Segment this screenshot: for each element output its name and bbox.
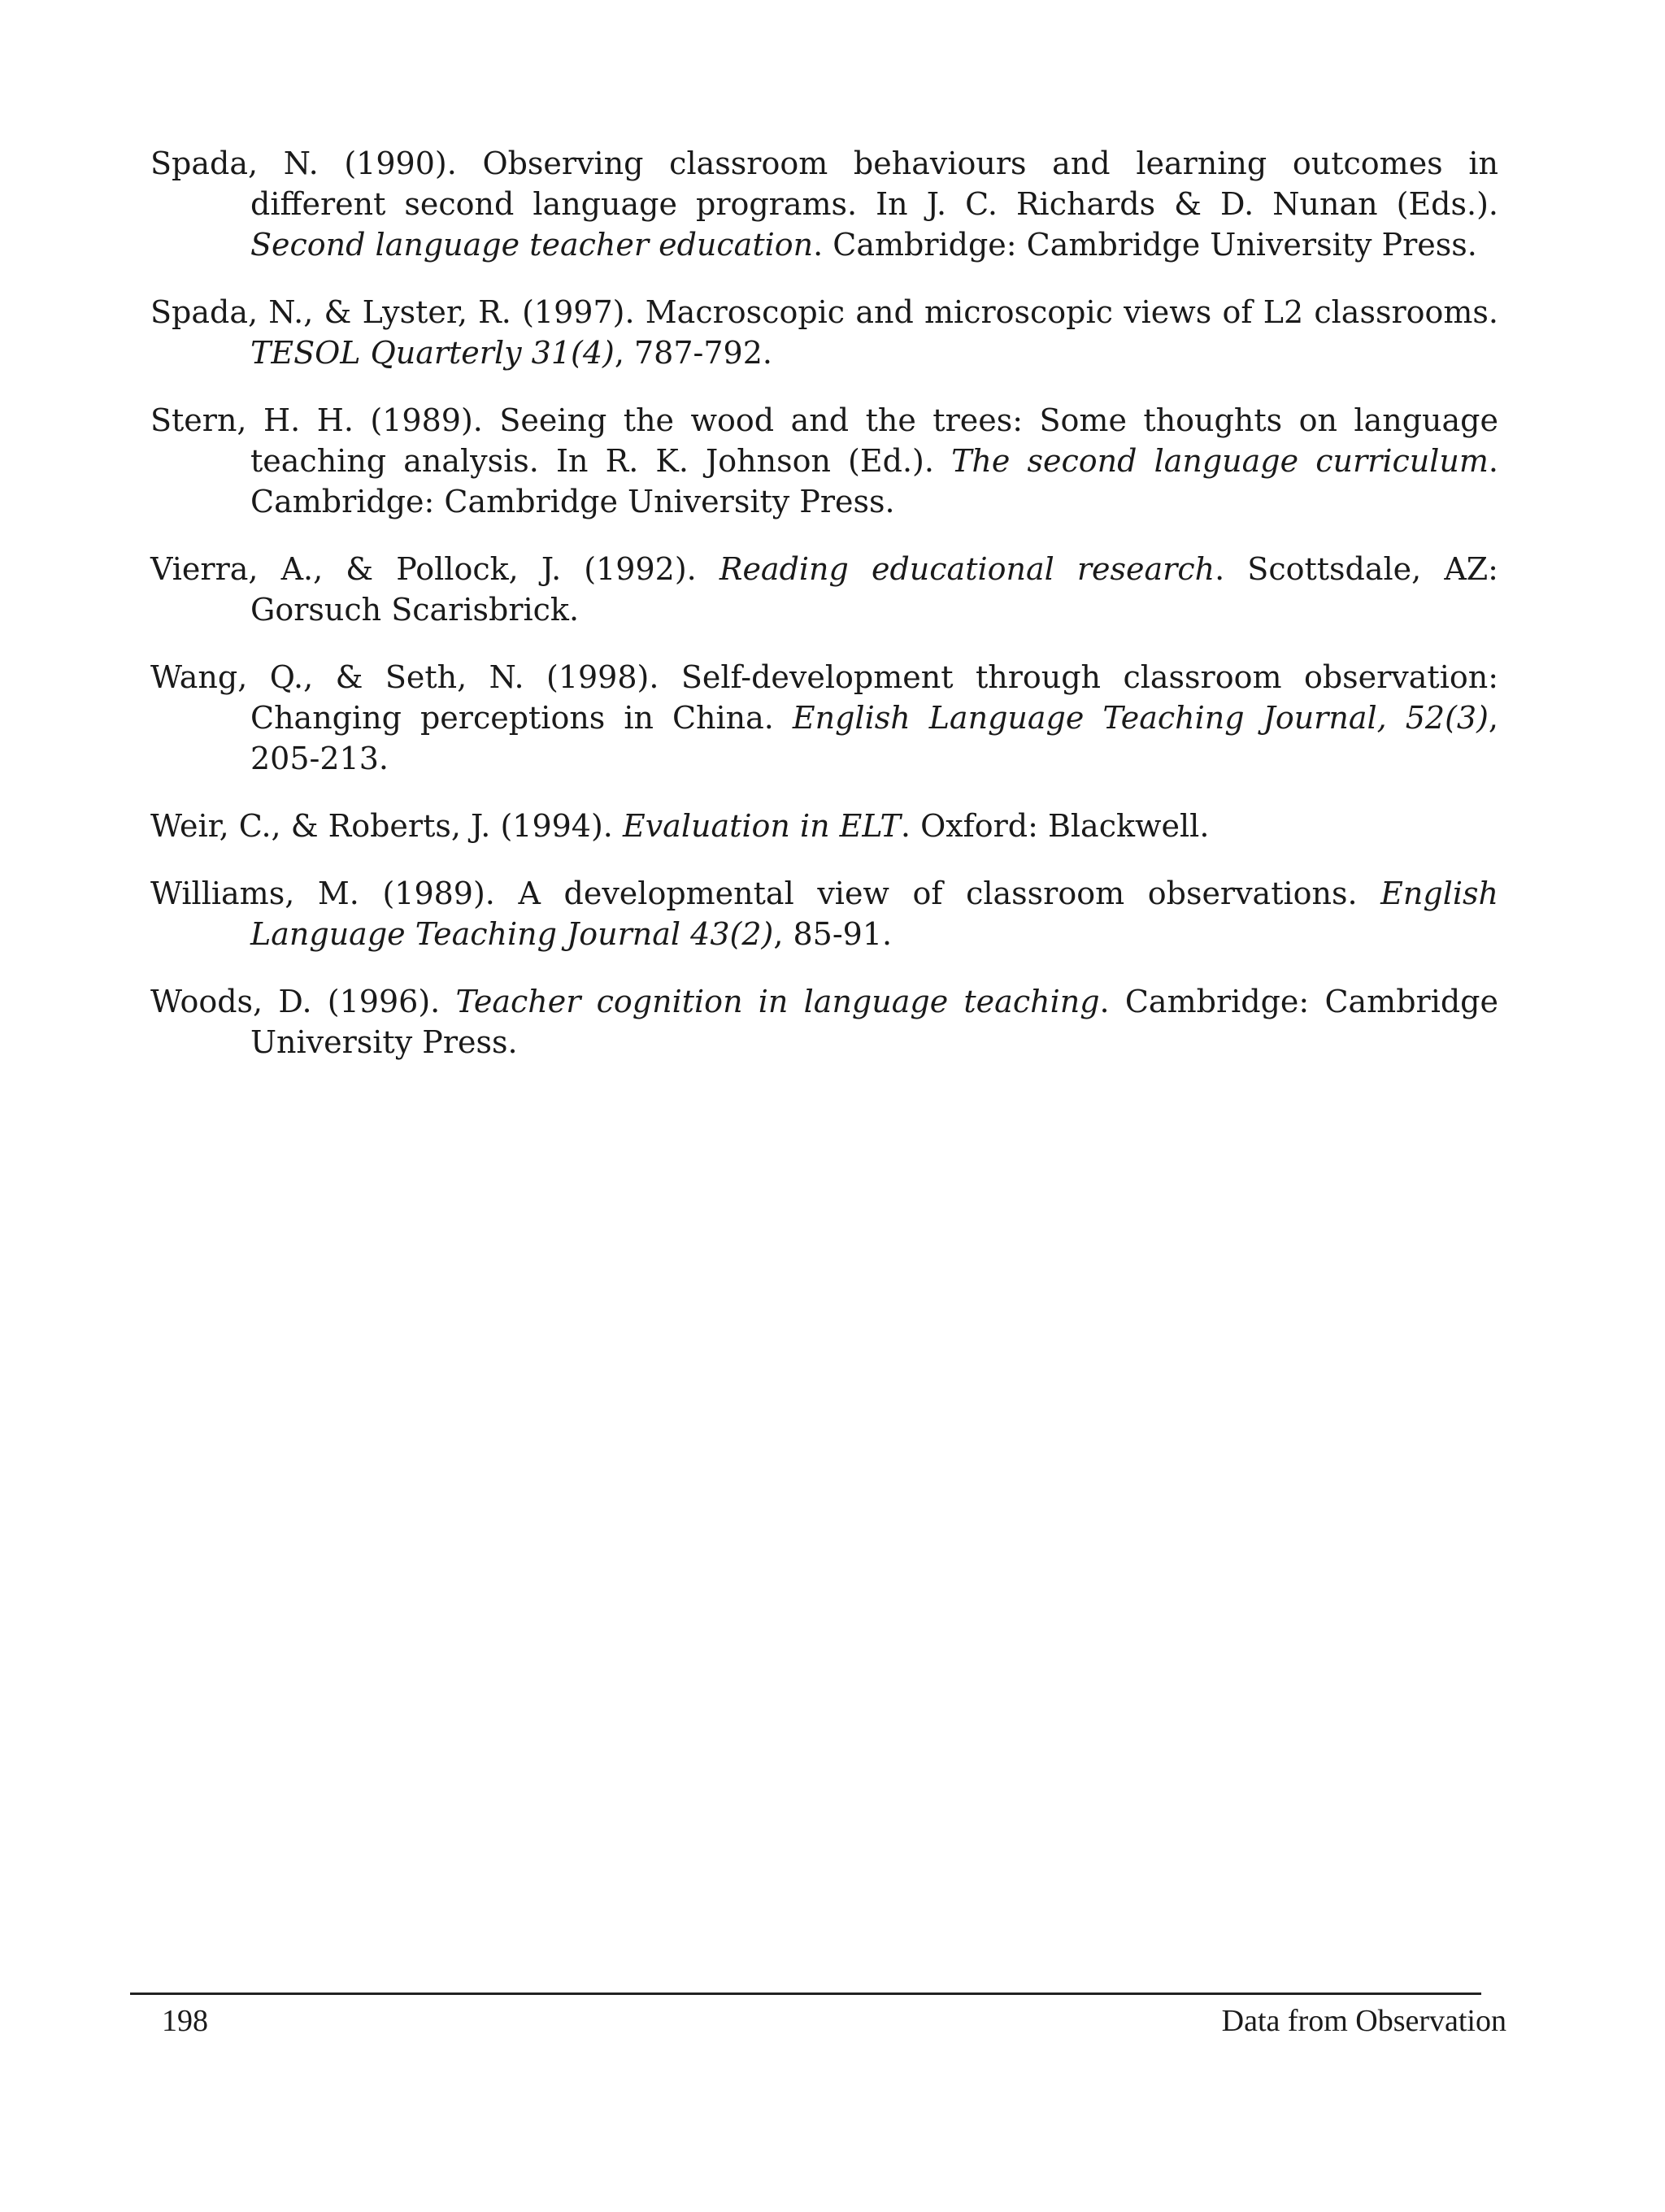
reference-title: TESOL Quarterly 31(4) — [250, 335, 615, 371]
reference-entry — [150, 143, 1498, 265]
running-title: Data from Observation — [1221, 2004, 1506, 2038]
reference-title: Teacher cognition in language teaching — [455, 984, 1100, 1019]
reference-title: Evaluation in ELT — [622, 808, 901, 844]
reference-entry — [150, 873, 1498, 954]
reference-text: Stern, H. H. (1989). Seeing the wood and the trees: Some thoughts on language teaching analysis. In R. K. Johnson (Ed.). — [150, 402, 1498, 479]
reference-entry — [150, 549, 1498, 630]
reference-entry — [150, 981, 1498, 1063]
page-number: 198 — [162, 2004, 208, 2038]
reference-text: Weir, C., & Roberts, J. (1994). — [150, 808, 623, 844]
reference-text: Spada, N., & Lyster, R. (1997). Macroscopic and microscopic views of L2 classrooms. — [150, 294, 1498, 330]
reference-title: Reading educational research — [719, 551, 1215, 587]
reference-text: Woods, D. (1996). — [150, 984, 456, 1019]
reference-text: . Oxford: Blackwell. — [900, 808, 1210, 844]
reference-text: . Cambridge: Cambridge University Press. — [250, 443, 1498, 519]
reference-text: Wang, Q., & Seth, N. (1998). Self-development through classroom observation: Changing perceptions in China. — [150, 659, 1498, 736]
reference-text: , 787-792. — [614, 335, 772, 371]
reference-text: Spada, N. (1990). Observing classroom behaviours and learning outcomes in different second language programs. In J. C. Richards & D. Nunan (Eds.). — [150, 146, 1498, 222]
footer-divider — [130, 1993, 1481, 1995]
reference-text: Williams, M. (1989). A developmental view of classroom observations. — [150, 876, 1381, 911]
reference-title: English Language Teaching Journal, 52(3) — [792, 700, 1489, 736]
reference-text: Vierra, A., & Pollock, J. (1992). — [150, 551, 719, 587]
reference-text: . Scottsdale, AZ: Gorsuch Scarisbrick. — [250, 551, 1498, 628]
reference-title: The second language curriculum — [951, 443, 1489, 479]
reference-entry — [150, 657, 1498, 779]
reference-title: Second language teacher education — [250, 227, 814, 263]
reference-list — [150, 143, 1498, 1089]
reference-title: English Language Teaching Journal 43(2) — [250, 876, 1498, 952]
reference-entry — [150, 806, 1498, 846]
reference-text: . Cambridge: Cambridge University Press. — [813, 227, 1477, 263]
reference-text: . Cambridge: Cambridge University Press. — [250, 984, 1498, 1060]
reference-entry — [150, 292, 1498, 373]
reference-text: , 85-91. — [773, 916, 893, 952]
reference-entry — [150, 400, 1498, 522]
reference-text: , 205-213. — [250, 700, 1498, 776]
